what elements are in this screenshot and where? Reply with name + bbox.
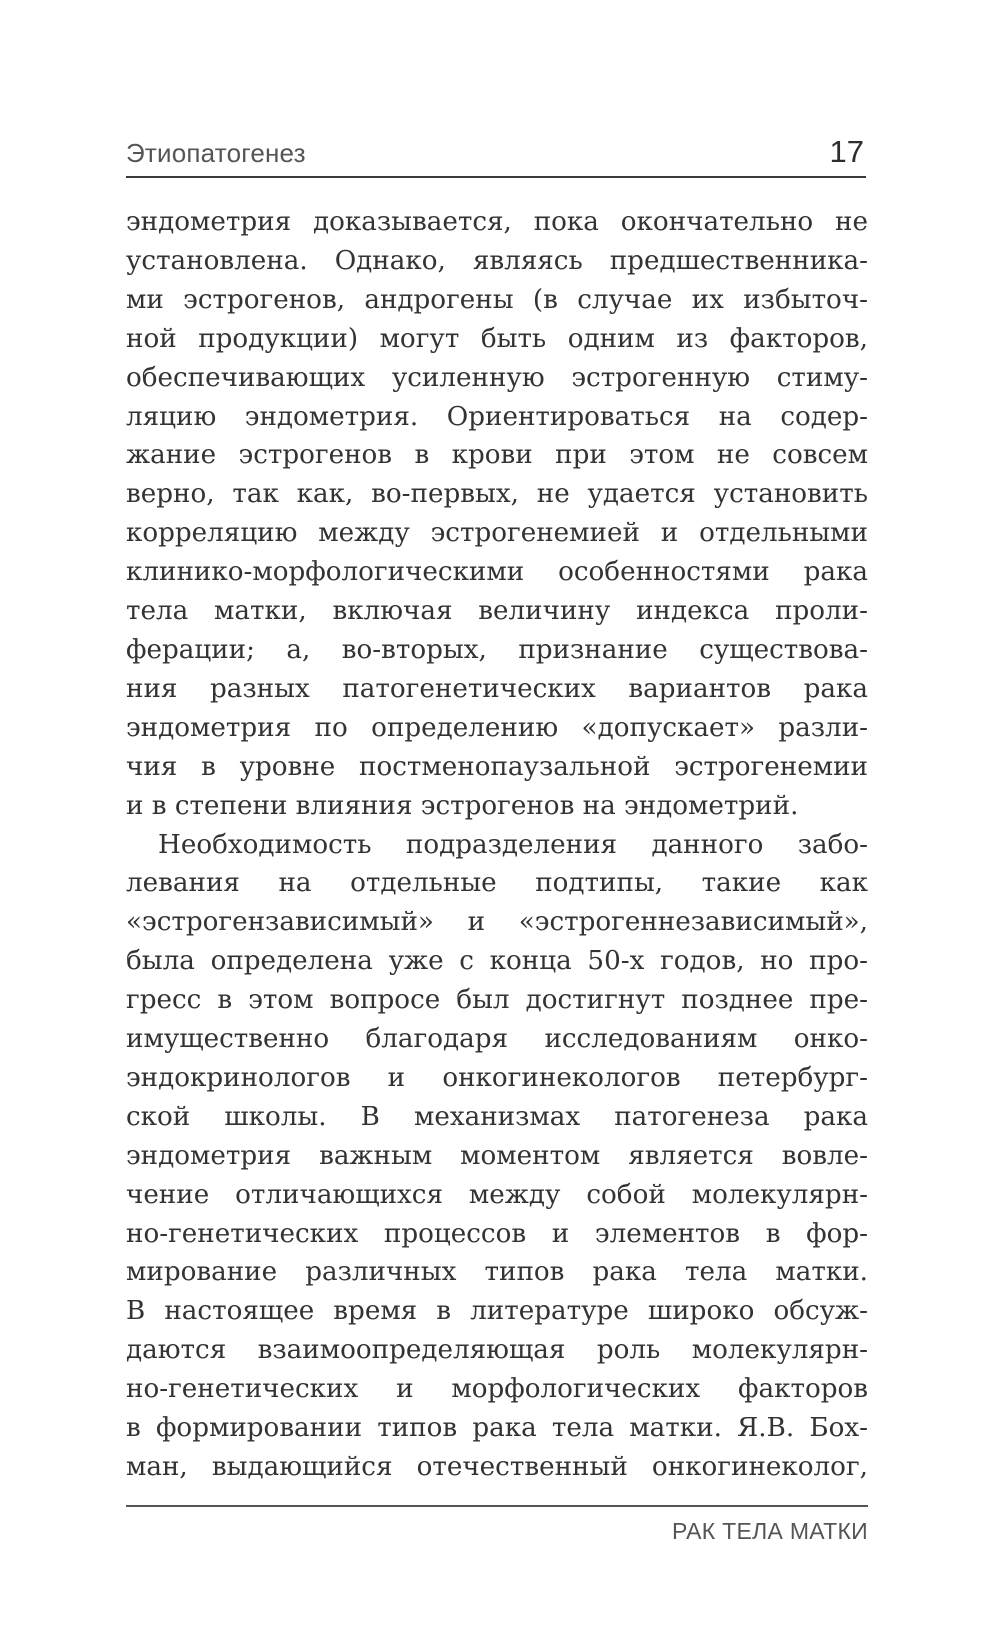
text-line: в формировании типов рака тела матки. Я.В. Бох- <box>126 1413 868 1444</box>
text-line: установлена. Однако, являясь предшественника- <box>126 245 868 276</box>
text-line: даются взаимоопределяющая роль молекулярн- <box>126 1335 868 1366</box>
text-line: В настоящее время в литературе широко обсуж- <box>126 1296 868 1327</box>
footer-book-title: РАК ТЕЛА МАТКИ <box>671 1518 868 1544</box>
text-line: мирование различных типов рака тела матки. <box>126 1257 868 1288</box>
text-line: была определена уже с конца 50-х годов, но про- <box>126 946 868 977</box>
text-line: и в степени влияния эстрогенов на эндометрий. <box>126 790 799 821</box>
text-line: Необходимость подразделения данного забо- <box>158 829 868 860</box>
page-number: 17 <box>829 134 864 169</box>
text-line: эндокринологов и онкогинекологов петербург- <box>126 1062 868 1093</box>
text-line: ния разных патогенетических вариантов рака <box>126 673 868 704</box>
text-line: эндометрия важным моментом является вовле- <box>126 1140 868 1171</box>
text-line: «эстрогензависимый» и «эстрогеннезависимый», <box>126 907 868 938</box>
paragraph-2 <box>126 826 868 1487</box>
text-line: ной продукции) могут быть одним из факторов, <box>126 323 868 354</box>
text-line: тела матки, включая величину индекса проли- <box>126 596 868 627</box>
text-line: верно, так как, во-первых, не удается установить <box>126 479 868 510</box>
text-line: чия в уровне постменопаузальной эстрогенемии <box>126 751 868 782</box>
text-line: чение отличающихся между собой молекулярн- <box>126 1179 868 1210</box>
text-line: эндометрия доказывается, пока окончательно не <box>126 207 868 237</box>
body-text <box>126 203 868 1487</box>
text-line: ферации; а, во-вторых, признание существова- <box>126 634 868 665</box>
running-title: Этиопатогенез <box>126 138 306 168</box>
text-line: гресс в этом вопросе был достигнут позднее пре- <box>126 985 868 1016</box>
text-line: ман, выдающийся отечественный онкогинеколог, <box>126 1452 868 1482</box>
text-line: ми эстрогенов, андрогены (в случае их избыточ- <box>126 284 868 315</box>
footer-rule <box>126 1505 868 1507</box>
page-header <box>126 134 866 178</box>
text-line: но-генетических и морфологических факторов <box>126 1374 868 1405</box>
text-line: обеспечивающих усиленную эстрогенную стиму- <box>126 362 868 393</box>
text-line: эндометрия по определению «допускает» разли- <box>126 712 868 743</box>
text-line: но-генетических процессов и элементов в фор- <box>126 1218 868 1249</box>
text-line: ляцию эндометрия. Ориентироваться на содер- <box>126 401 868 432</box>
text-line: имущественно благодаря исследованиям онко- <box>126 1024 868 1055</box>
text-line: жание эстрогенов в крови при этом не совсем <box>126 440 868 471</box>
paragraph-1 <box>126 203 868 826</box>
text-line: ской школы. В механизмах патогенеза рака <box>126 1101 868 1132</box>
text-line: клинико-морфологическими особенностями рака <box>126 557 868 588</box>
text-line: корреляцию между эстрогенемией и отдельными <box>126 518 868 549</box>
text-line: левания на отдельные подтипы, такие как <box>126 868 868 899</box>
